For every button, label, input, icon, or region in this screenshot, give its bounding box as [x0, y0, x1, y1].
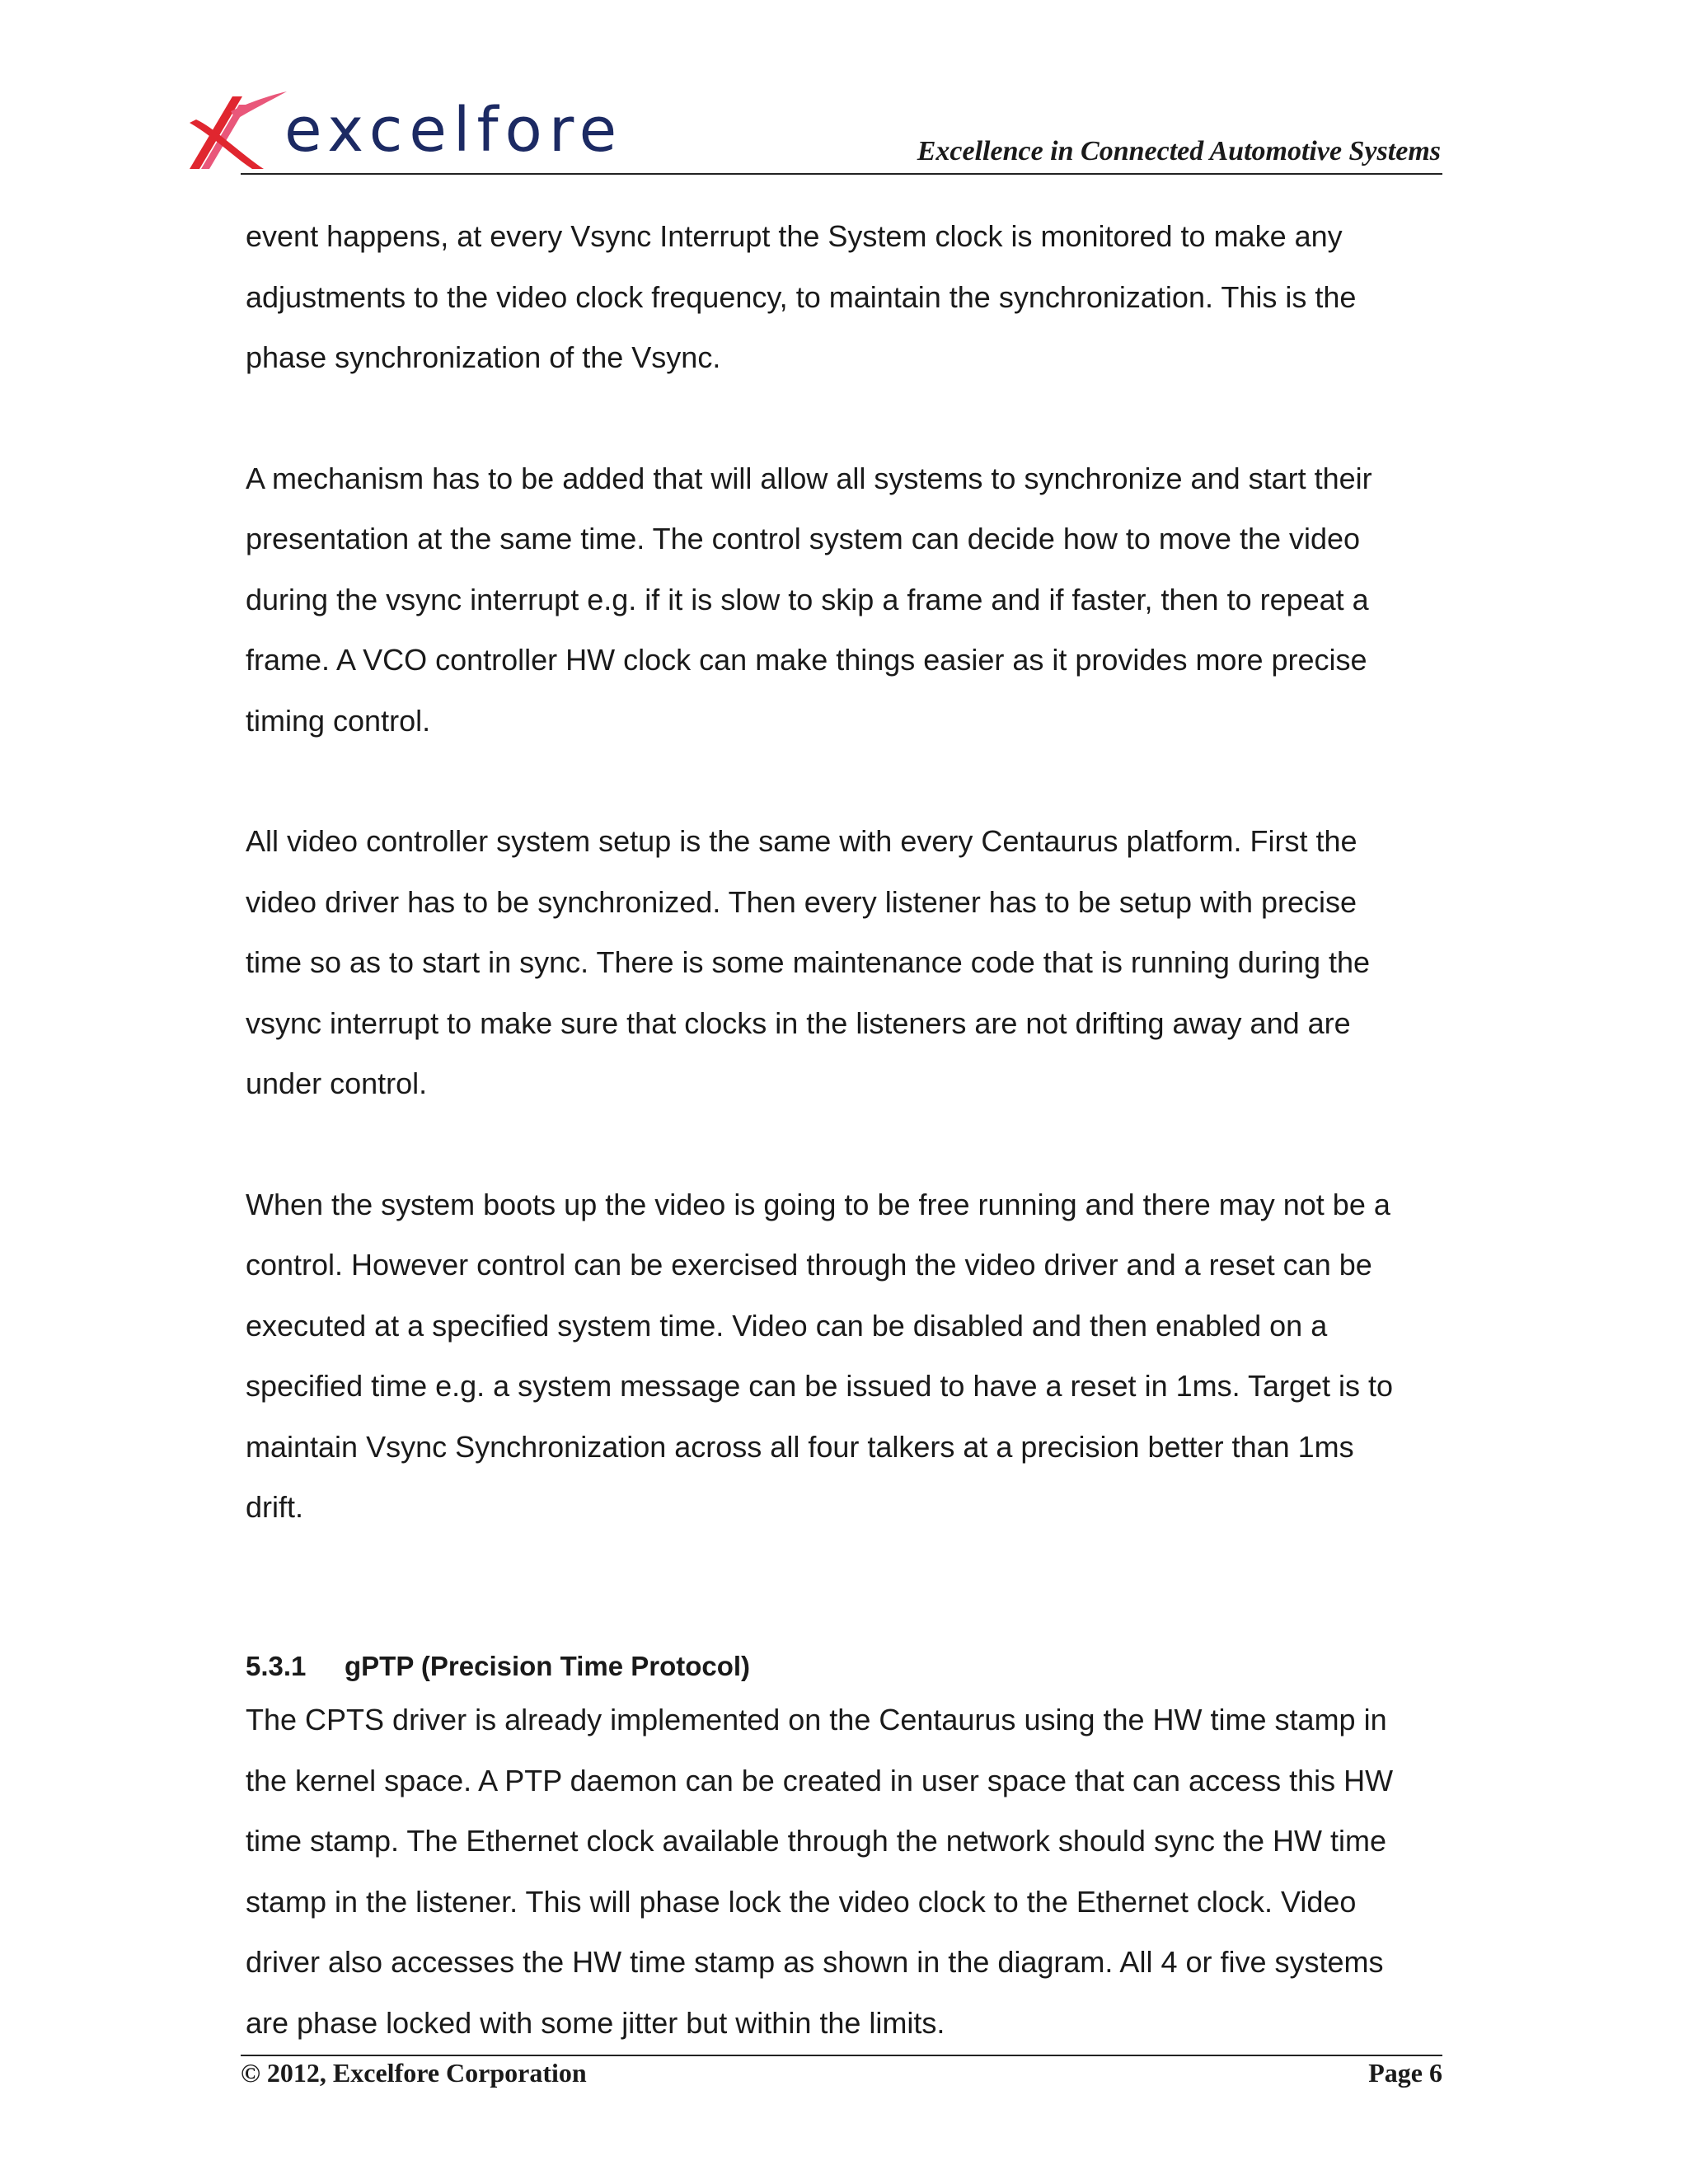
section-gptp: [246, 1648, 1449, 2053]
text-line: driver also accesses the HW time stamp as shown in the diagram. All 4 or five systems: [246, 1945, 1384, 1979]
excelfore-logo: [181, 87, 676, 177]
paragraph-boot-behavior: [246, 1174, 1449, 1538]
header-tagline: Excellence in Connected Automotive Systems: [917, 136, 1441, 166]
text-line: A mechanism has to be added that will allow all systems to synchronize and start their: [246, 461, 1372, 495]
page-footer: [241, 2058, 1442, 2099]
section-number: 5.3.1: [246, 1651, 307, 1681]
paragraph-vsync-phase: [246, 206, 1449, 388]
logo-x-mark-icon: [181, 87, 288, 177]
section-title: gPTP (Precision Time Protocol): [345, 1651, 751, 1681]
text-line: are phase locked with some jitter but within the limits.: [246, 2005, 945, 2040]
text-line: stamp in the listener. This will phase lock the video clock to the Ethernet clock. Video: [246, 1884, 1357, 1919]
paragraph-sync-mechanism: [246, 448, 1449, 752]
text-line: presentation at the same time. The control system can decide how to move the video: [246, 522, 1361, 555]
text-line: adjustments to the video clock frequency, to maintain the synchronization. This is the: [246, 279, 1357, 314]
footer-page-number: Page 6: [1368, 2058, 1442, 2088]
paragraph-cpts-driver: [246, 1690, 1449, 2053]
text-line: time so as to start in sync. There is some maintenance code that is running during the: [246, 945, 1371, 979]
text-line: phase synchronization of the Vsync.: [246, 340, 721, 374]
footer-divider: [241, 2055, 1442, 2056]
header-divider: [241, 173, 1442, 175]
text-line: When the system boots up the video is going to be free running and there may not be a: [246, 1187, 1390, 1221]
text-line: executed at a specified system time. Video can be disabled and then enabled on a: [246, 1308, 1328, 1343]
text-line: during the vsync interrupt e.g. if it is slow to skip a frame and if faster, then to repeat a: [246, 582, 1369, 616]
page-header: [181, 87, 1441, 177]
text-line: the kernel space. A PTP daemon can be created in user space that can access this HW: [246, 1763, 1394, 1797]
text-line: maintain Vsync Synchronization across all four talkers at a precision better than 1ms: [246, 1429, 1354, 1464]
text-line: vsync interrupt to make sure that clocks in the listeners are not drifting away and are: [246, 1005, 1351, 1040]
text-line: All video controller system setup is the same with every Centaurus platform. First the: [246, 824, 1357, 858]
text-line: time stamp. The Ethernet clock available through the network should sync the HW time: [246, 1824, 1386, 1858]
text-line: timing control.: [246, 703, 431, 738]
text-line: specified time e.g. a system message can be issued to have a reset in 1ms. Target is to: [246, 1369, 1394, 1403]
footer-copyright: © 2012, Excelfore Corporation: [241, 2058, 587, 2088]
body-content: [246, 206, 1449, 1598]
text-line: frame. A VCO controller HW clock can make things easier as it provides more precise: [246, 643, 1367, 677]
text-line: video driver has to be synchronized. Then every listener has to be setup with precise: [246, 884, 1357, 919]
text-line: drift.: [246, 1490, 304, 1524]
text-line: event happens, at every Vsync Interrupt the System clock is monitored to make any: [246, 219, 1343, 253]
logo-wordmark: excelfore: [284, 95, 624, 166]
text-line: control. However control can be exercised through the video driver and a reset can be: [246, 1248, 1372, 1282]
text-line: The CPTS driver is already implemented on the Centaurus using the HW time stamp in: [246, 1703, 1387, 1736]
text-line: under control.: [246, 1066, 428, 1100]
paragraph-controller-setup: [246, 811, 1449, 1114]
section-heading: [246, 1648, 1449, 1685]
